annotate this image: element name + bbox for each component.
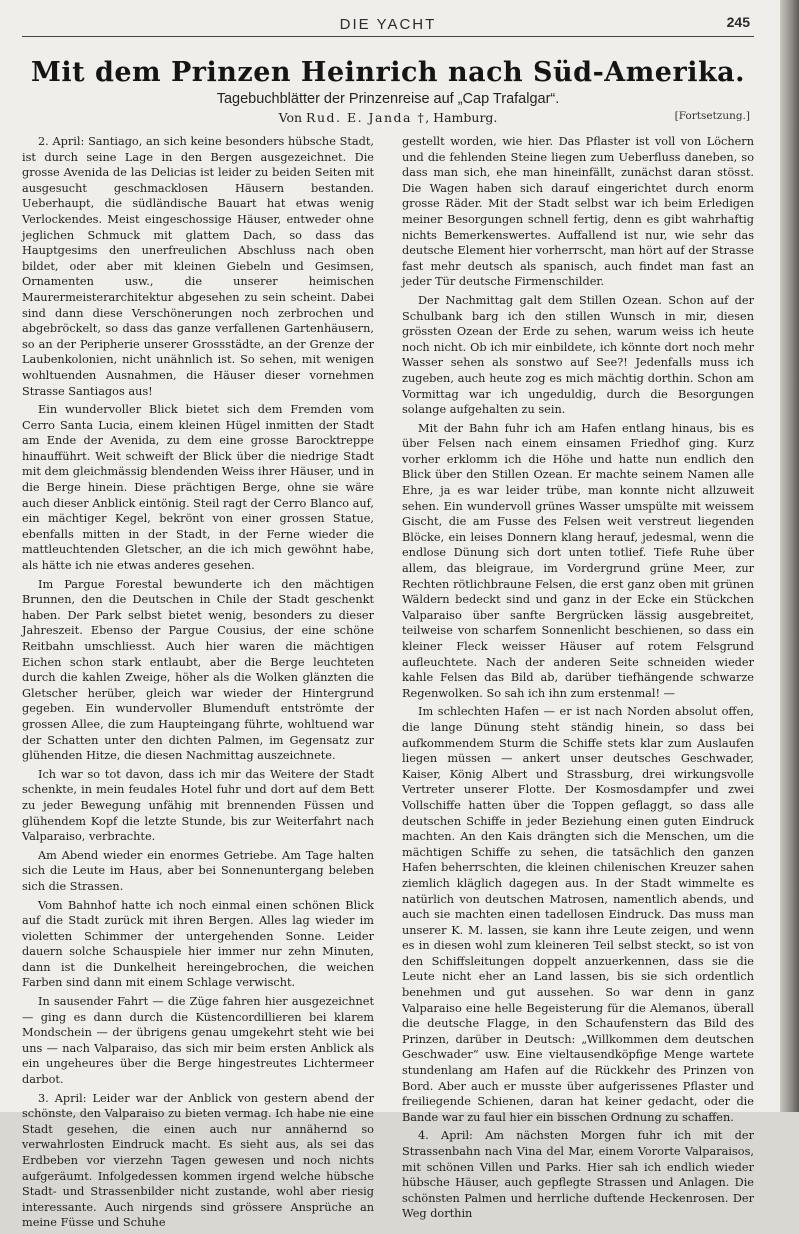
continuation-note: [Fortsetzung.]	[674, 110, 750, 122]
paragraph: In sausender Fahrt — die Züge fahren hier ausgezeichnet — ging es dann durch die Küstencordillieren bei klarem Mondschein — der übrigens genau umgekehrt steht wie bei uns — nach Valparaiso, das sich mir beim ersten Anblick als ein ungeheures über die Berge hingestreutes Lichtermeer darbot.	[22, 995, 374, 1087]
article-subtitle: Tagebuchblätter der Prinzenreise auf „Cap Trafalgar“.	[216, 91, 560, 107]
article-title: Mit dem Prinzen Heinrich nach Süd-Amerika.	[30, 57, 746, 88]
paragraph: 2. April: Santiago, an sich keine besonders hübsche Stadt, ist durch seine Lage in den Bergen ausgezeichnet. Die grosse Avenida de las Delicias ist leider zu beiden Seiten mit ausgesucht geschmacklosen Häusern bestanden. Ueberhaupt, die südländische Bauart hat etwas wenig Verlockendes. Meist eingeschossige Häuser, entweder ohne jeglichen Schmuck mit glattem Dach, so dass das Hauptgesims den unerfreulichen Abschluss nach oben bildet, oder aber mit kleinen Giebeln und Gesimsen, Ornamenten usw., die unserer heimischen Maurermeisterarchitektur abgesehen zu sein scheint. Dabei sind dann diese Verschönerungen noch zerbrochen und abgebröckelt, so dass das ganze verfallenen Gartenhäusern, so an der Peripherie unserer Grossstädte, an der Grenze der Laubenkolonien, nicht unähnlich ist. So sehen, mit wenigen wohltuenden Ausnahmen, die Häuser dieser vornehmen Strasse Santiagos aus!	[22, 135, 374, 398]
paragraph: Ein wundervoller Blick bietet sich dem Fremden vom Cerro Santa Lucia, einem kleinen Hügel inmitten der Stadt am Ende der Avenida, zu dem eine grosse Barocktreppe hinaufführt. Weit schweift der Blick über die niedrige Stadt mit dem gleichmässig blendenden Weiss ihrer Häuser, und in die Berge hinein. Diese prächtigen Berge, ohne sie wäre auch dieser Anblick eintönig. Steil ragt der Cerro Blanco auf, ein mächtiger Kegel, bekrönt von einer grossen Statue, ebenfalls mitten in der Stadt, in der Ferne wieder die mattleuchtenden Gletscher, an die ich mich gewöhnt habe, als hätte ich nie etwas anderes gesehen.	[22, 403, 374, 573]
paragraph: Im schlechten Hafen — er ist nach Norden absolut offen, die lange Dünung steht ständig hinein, so dass bei aufkommendem Sturm die Schiffe stets klar zum Auslaufen liegen müssen — ankert unser deutsches Geschwader, Kaiser, König Albert und Strassburg, drei wirkungsvolle Vertreter unserer Flotte. Der Kosmosdampfer und zwei Vollschiffe hatten über die Toppen geflaggt, so dass alle deutschen Schiffe in jeder Beziehung einen guten Eindruck machten. An den Kais drängten sich die Menschen, um die mächtigen Schiffe zu sehen, die tatsächlich den ganzen Hafen beherrschten, die kleinen chilenischen Kreuzer sahen ziemlich kläglich dagegen aus. In der Stadt wimmelte es natürlich von deutschen Matrosen, namentlich abends, und auch sie machten einen tadellosen Eindruck. Das muss man unserer K. M. lassen, sie kann ihre Leute zeigen, und wenn es in diesen wohl zum kleineren Teil selbst steckt, so ist von den Schiffsleitungen doppelt anzuerkennen, dass sie die Leute nicht eher an Land lassen, bis sie sich ordentlich benehmen und gut aussehen. So war denn in ganz Valparaiso eine helle Begeisterung für die Alemanos, überall die deutsche Flagge, in den Schaufenstern das Bild des Prinzen, darüber in Deutsch: „Willkommen dem deutschen Geschwader“ usw. Eine vieltausendköpfige Menge wartete stundenlang am Hafen auf die Rückkehr des Prinzen von Bord. Aber auch er musste über aufgerissenes Pflaster und freiliegende Schienen, daran hat keiner gedacht, oder die Bande war zu faul hier ein bisschen Ordnung zu schaffen.	[402, 705, 754, 1124]
header-rule	[22, 36, 754, 37]
paragraph: Mit der Bahn fuhr ich am Hafen entlang hinaus, bis es über Felsen nach einem einsamen Friedhof ging. Kurz vorher erklomm ich die Höhe und hatte nun endlich den Blick über den Stillen Ozean. Er machte seinem Namen alle Ehre, ja es war leider trübe, man konnte nicht allzuweit sehen. Ein wundervoll grünes Wasser umspülte mit weissem Gischt, die am Fusse des Felsen weit verstreut liegenden Blöcke, ein leises Donnern klang herauf, jedesmal, wenn die endlose Dünung sich dort unten totlief. Tiefe Ruhe über allem, das bleigraue, im Vordergrund grüne Meer, zur Rechten rötlichbraune Felsen, die erst ganz oben mit grünen Wäldern bedeckt sind und ganz in der Ecke ein Stückchen Valparaiso über sanfte Bergrücken lässig ausgebreitet, teilweise von scharfem Sonnenlicht beschienen, so dass ein kleiner Fleck weisser Häuser auf rotem Felsgrund aufleuchtete. Nach der anderen Seite schneiden wieder kahle Felsen das Bild ab, darüber tiefhängende schwarze Regenwolken. So sah ich ihn zum erstenmal! —	[402, 421, 754, 700]
paragraph: Ich war so tot davon, dass ich mir das Weitere der Stadt schenkte, in mein feudales Hotel fuhr und dort auf dem Bett zu jeder Bewegung unfähig mit brennenden Füssen und glühendem Kopf die letzte Stunde, bis zur Weiterfahrt nach Valparaiso, verbrachte.	[22, 767, 374, 844]
paragraph: 4. April: Am nächsten Morgen fuhr ich mit der Strassenbahn nach Vina del Mar, einem Vororte Valparaisos, mit schönen Villen und Parks. Hier sah ich endlich wieder hübsche Häuser, auch gepflegte Strassen und Anlagen. Die schönsten Palmen und herrliche duftende Heckenrosen. Der Weg dorthin	[402, 1129, 754, 1221]
paragraph: gestellt worden, wie hier. Das Pflaster ist voll von Löchern und die fehlenden Steine liegen zum Ueberfluss daneben, so dass man sich, ehe man hineinfällt, zunächst daran stösst. Die Wagen haben sich darauf eingerichtet durch enorm grosse Räder. Mit der Stadt selbst war ich beim Erledigen meiner Besorgungen schnell fertig, denn es gibt wahrhaftig nichts Bemerkenswertes. Auffallend ist nur, wie sehr das deutsche Element hier vorherrscht, man hört auf der Strasse fast mehr deutsch als spanisch, auch findet man fast an jeder Tür deutsche Firmenschilder.	[402, 135, 754, 289]
running-head	[22, 10, 754, 36]
left-column	[22, 134, 374, 1234]
text-columns	[22, 134, 754, 1234]
paragraph: Vom Bahnhof hatte ich noch einmal einen schönen Blick auf die Stadt zurück mit ihren Bergen. Alles lag wieder im violetten Schimmer der untergehenden Sonne. Leider dauern solche Schauspiele hier immer nur zehn Minuten, dann ist die Dunkelheit hereingebrochen, die weichen Farben sind dann mit einem Schlage verwischt.	[22, 898, 374, 990]
paragraph: Der Nachmittag galt dem Stillen Ozean. Schon auf der Schulbank barg ich den stillen Wunsch in mir, diesen grössten Ozean der Erde zu sehen, warum weiss ich heute noch nicht. Ob ich mir einbildete, ich könnte dort noch mehr Wasser sehen als sonstwo auf See?! Jedenfalls muss ich zugeben, auch heute zog es mich mächtig dorthin. Schon am Vormittag war ich ungeduldig, durch die Besorgungen solange aufgehalten zu sein.	[402, 293, 754, 417]
paragraph: 3. April: Leider war der Anblick von gestern abend der schönste, den Valparaiso zu bieten vermag. Ich habe nie eine Stadt gesehen, die einen auch nur annähernd so verwahrlosten Eindruck macht. Es sieht aus, als sei das Erdbeben vor vierzehn Tagen gewesen und noch nichts aufgeräumt. Infolgedessen kommen irgend welche hübsche Stadt- und Strassenbilder nicht zustande, wohl aber riesig interessante. Auch nirgends sind grössere Ansprüche an meine Füsse und Schuhe	[22, 1091, 374, 1230]
author-place: , Hamburg.	[425, 110, 498, 125]
page-number: 245	[726, 14, 750, 30]
author-name: Rud. E. Janda †	[306, 110, 426, 125]
journal-title: DIE YACHT	[339, 16, 437, 33]
byline	[22, 110, 754, 125]
right-column	[402, 134, 754, 1234]
byline-prefix: Von	[278, 110, 303, 125]
paragraph: Im Pargue Forestal bewunderte ich den mächtigen Brunnen, den die Deutschen in Chile der Stadt geschenkt haben. Der Park selbst bietet wenig, besonders zu dieser Jahreszeit. Ebenso der Pargue Cousius, der eine schöne Reitbahn umschliesst. Auch hier waren die mächtigen Eichen schon stark entlaubt, aber die Berge leuchteten durch die kahlen Zweige, höher als die Wolken glänzten die Gletscher herüber, gleich war wieder der Hintergrund gegeben. Ein wundervoller Blumenduft entströmte der grossen Allee, die zum Haupteingang führte, wohltuend war der Schatten unter den dichten Palmen, im Gegensatz zur glühenden Hitze, die diesen Nachmittag auszeichnete.	[22, 577, 374, 763]
byline-row	[22, 110, 754, 130]
paragraph: Am Abend wieder ein enormes Getriebe. Am Tage halten sich die Leute im Haus, aber bei Sonnenuntergang beleben sich die Strassen.	[22, 848, 374, 893]
book-binding-edge	[780, 0, 799, 1112]
